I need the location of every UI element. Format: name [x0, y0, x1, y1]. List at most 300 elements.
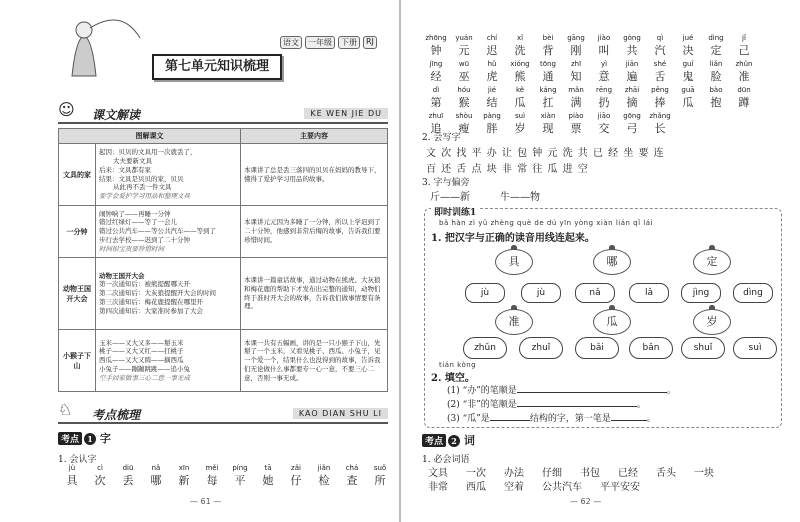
renzi-char: 元 — [458, 44, 470, 57]
diagram-line: 结果：文具是贝贝的家，贝贝 — [99, 174, 184, 183]
renzi-cell — [646, 60, 674, 84]
renzi-char: 洗 — [514, 44, 526, 57]
diagram-line: 第三次通知后：梅花鹿提醒在哪里开 — [99, 297, 203, 306]
renzi-char: 交 — [598, 122, 610, 135]
renzi-char: 扛 — [542, 96, 554, 109]
ciyu-word: 书包 — [580, 468, 600, 479]
renzi-pinyin: guǐ — [682, 60, 694, 68]
renzi-pinyin: tōng — [540, 60, 556, 68]
ciyu-word: 已经 — [618, 468, 638, 479]
renzi-cell — [422, 86, 450, 110]
q1-text: 1. 把汉字与正确的读音用线连起来。 — [431, 233, 595, 244]
answer-blank[interactable] — [517, 406, 637, 407]
renzi-cell — [646, 34, 674, 58]
renzi-cell — [646, 112, 674, 136]
renzi-char: 虎 — [486, 70, 498, 83]
diagram-line: 步行去学校——迟到了二十分钟 — [99, 235, 190, 244]
answer-blank[interactable] — [490, 420, 530, 421]
renzi-char: 熊 — [514, 70, 526, 83]
ciyu-row — [428, 478, 640, 493]
renzi-pinyin: jiān — [625, 60, 639, 68]
renzi-pinyin: zhuī — [428, 112, 444, 120]
renzi-char: 满 — [570, 96, 582, 109]
renzi-row — [58, 464, 394, 488]
renzi-cell — [534, 86, 562, 110]
pinyin-option[interactable]: lǎ — [629, 283, 669, 303]
renzi-char: 蹲 — [738, 96, 750, 109]
renzi-cell — [450, 86, 478, 110]
renzi-pinyin: dūn — [737, 86, 751, 94]
renzi-char: 第 — [430, 96, 442, 109]
renzi-char: 通 — [542, 70, 554, 83]
pinyin-option[interactable]: suì — [733, 337, 777, 359]
point-label: 字 — [99, 432, 111, 445]
unit-title: 第七单元知识梳理 — [152, 54, 282, 80]
answer-blank[interactable] — [517, 392, 667, 393]
ciyu-word: 文具 — [428, 468, 448, 479]
fisherman-illustration — [62, 8, 142, 78]
renzi-char: 舌 — [654, 70, 666, 83]
q2-text: 2. 填空。 — [431, 373, 475, 384]
renzi-cell — [702, 34, 730, 58]
lesson-content: 本课讲一篇童话故事，通过动物在熊虎、大灰狼和梅花鹿的帮助下才发布出完整的通知，动物们终于准时开大会的故事，告诉我们做事情要有条理。 — [241, 258, 388, 330]
lesson-content: 本课讲元元因为多睡了一分钟，所以上学迟到了二十分钟，他感到非常后悔的故事，告诉我们要珍惜时间。 — [241, 206, 388, 258]
ciyu-word: 空着 — [504, 482, 524, 493]
renzi-pinyin: qì — [656, 34, 664, 42]
renzi-char: 刚 — [570, 44, 582, 57]
renzi-char: 查 — [346, 474, 358, 487]
renzi-char: 摘 — [626, 96, 638, 109]
lesson-diagram — [96, 258, 241, 330]
renzi-cell — [618, 60, 646, 84]
renzi-char: 次 — [94, 474, 106, 487]
renzi-cell — [422, 60, 450, 84]
renzi-pinyin: dì — [432, 86, 440, 94]
renzi-pinyin: jué — [682, 34, 694, 42]
renzi-cell — [590, 112, 618, 136]
renzi-pinyin: zhī — [570, 60, 582, 68]
renzi-char: 哪 — [150, 474, 162, 487]
renzi-char: 现 — [542, 122, 554, 135]
pinyin-option[interactable]: shuǐ — [681, 337, 725, 359]
right-page — [400, 0, 800, 522]
lesson-table — [58, 128, 388, 392]
q2-pinyin: tián kòng — [439, 361, 477, 369]
diagram-side-note: 时间很宝贵要珍惜时间 — [99, 244, 164, 253]
renzi-cell — [590, 60, 618, 84]
renzi-cell — [254, 464, 282, 488]
renzi-pinyin: jīng — [429, 60, 443, 68]
apple-char: 准 — [495, 309, 533, 335]
renzi-char: 知 — [570, 70, 582, 83]
renzi-char: 票 — [570, 122, 582, 135]
renzi-pinyin: wū — [458, 60, 470, 68]
lesson-name: 文具的家 — [59, 144, 96, 206]
renzi-cell — [674, 86, 702, 110]
pinyin-option[interactable]: dìng — [733, 283, 773, 303]
renzi-char: 具 — [66, 474, 78, 487]
renzi-heading: 1. 会认字 — [58, 455, 97, 465]
ciyu-word: 西瓜 — [466, 482, 486, 493]
renzi-pinyin: cì — [97, 464, 103, 472]
renzi-char: 汽 — [654, 44, 666, 57]
bushou-heading: 3. 字与偏旁 — [422, 178, 470, 188]
renzi-char: 猴 — [458, 96, 470, 109]
fill-period: 。 — [666, 386, 676, 396]
renzi-char: 丢 — [122, 474, 134, 487]
renzi-char: 叫 — [598, 44, 610, 57]
fill-period: 。 — [636, 400, 646, 410]
renzi-row — [422, 34, 758, 58]
renzi-char: 追 — [430, 122, 442, 135]
section-title: 考点梳理 — [92, 408, 141, 422]
renzi-pinyin: píng — [232, 464, 248, 472]
renzi-cell — [506, 86, 534, 110]
lesson-name: 动物王国开大会 — [59, 258, 96, 330]
renzi-grid — [422, 34, 758, 138]
fill-line — [447, 411, 656, 424]
ciyu-row — [428, 464, 714, 479]
diagram-line: 第一次通知后：被熊提醒哪天开 — [99, 280, 190, 289]
fill-line — [447, 383, 676, 396]
renzi-char: 背 — [542, 44, 554, 57]
renzi-char: 共 — [626, 44, 638, 57]
col-header: 主要内容 — [241, 129, 388, 144]
renzi-pinyin: kě — [515, 86, 525, 94]
renzi-cell — [506, 112, 534, 136]
lesson-content: 本课一共有五幅画，讲的是一只小猴子下山，先掰了一个玉米，又看见桃子、西瓜、小兔子，见一个爱一个，结果什么也没得到的故事，告诉我们无论做什么事都要专一心一意，不要三心二意，否则一事无成。 — [241, 330, 388, 392]
fill-prompt: (2) “非”的笔顺是 — [447, 400, 517, 410]
section-kaodianshuli — [58, 400, 388, 424]
renzi-pinyin: zhōng — [425, 34, 447, 42]
renzi-pinyin: yì — [600, 60, 608, 68]
renzi-pinyin: pěng — [651, 86, 669, 94]
renzi-char: 瓜 — [514, 96, 526, 109]
q1-pinyin: bǎ hàn zì yǔ zhèng què de dú yīn yòng xiàn lián qǐ lái — [439, 219, 653, 227]
lesson-diagram — [96, 206, 241, 258]
renzi-char: 结 — [486, 96, 498, 109]
renzi-pinyin: shòu — [455, 112, 473, 120]
section-pinyin: KE WEN JIE DU — [304, 108, 388, 119]
owl-icon: ♘ — [58, 400, 73, 419]
ciyu-word: 舌头 — [656, 468, 676, 479]
section-keweijiedu — [58, 100, 388, 124]
renzi-cell — [674, 34, 702, 58]
renzi-pinyin: bèi — [542, 34, 554, 42]
ciyu-word: 平平安安 — [600, 482, 640, 493]
apple-char: 瓜 — [593, 309, 631, 335]
renzi-cell — [478, 60, 506, 84]
renzi-char: 钟 — [430, 44, 442, 57]
renzi-char: 抱 — [710, 96, 722, 109]
diagram-side-note: 动物王国开大会 — [99, 271, 145, 280]
renzi-cell — [338, 464, 366, 488]
renzi-char: 弓 — [626, 122, 638, 135]
renzi-pinyin: bào — [709, 86, 723, 94]
pinyin-option[interactable]: bǎi — [575, 337, 619, 359]
renzi-cell — [198, 464, 226, 488]
renzi-pinyin: jié — [487, 86, 497, 94]
renzi-pinyin: zǎi — [291, 464, 301, 472]
apple-char: 定 — [693, 249, 731, 275]
renzi-pinyin: zhǎng — [649, 112, 671, 120]
renzi-char: 鬼 — [682, 70, 694, 83]
renzi-char: 经 — [430, 70, 442, 83]
renzi-pinyin: xiàn — [540, 112, 556, 120]
renzi-char: 己 — [738, 44, 750, 57]
renzi-char: 准 — [738, 70, 750, 83]
renzi-pinyin: chá — [345, 464, 359, 472]
renzi-char: 检 — [318, 474, 330, 487]
tag-grade: 一年级 — [305, 36, 335, 49]
fill-prompt: (1) “办”的笔顺是 — [447, 386, 517, 396]
renzi-pinyin: tā — [264, 464, 272, 472]
renzi-char: 意 — [598, 70, 610, 83]
renzi-cell — [86, 464, 114, 488]
renzi-pinyin: suì — [514, 112, 526, 120]
renzi-char: 捧 — [654, 96, 666, 109]
renzi-pinyin: rēng — [595, 86, 613, 94]
lesson-content: 本课讲了总是丢三落四的贝贝在妈妈的教导下，懂得了爱护学习用品的故事。 — [241, 144, 388, 206]
renzi-pinyin: pàng — [483, 112, 501, 120]
renzi-cell — [562, 112, 590, 136]
renzi-char: 岁 — [514, 122, 526, 135]
renzi-pinyin: měi — [205, 464, 219, 472]
xiezi-row: 百 还 舌 点 块 非 常 往 瓜 进 空 — [426, 164, 589, 175]
renzi-cell — [590, 86, 618, 110]
renzi-pinyin: káng — [539, 86, 557, 94]
diagram-line: 西瓜——又大又圆——摘西瓜 — [99, 356, 184, 365]
renzi-cell — [674, 60, 702, 84]
section-title: 课文解读 — [92, 108, 141, 122]
renzi-char: 长 — [654, 122, 666, 135]
col-header: 图解课文 — [59, 129, 241, 144]
point-tag: 考点 — [422, 434, 446, 447]
ciyu-word: 办法 — [504, 468, 524, 479]
renzi-pinyin: gōng — [623, 112, 641, 120]
table-row — [59, 258, 388, 330]
pinyin-option[interactable]: nǎ — [575, 283, 615, 303]
renzi-char: 每 — [206, 474, 218, 487]
renzi-pinyin: zhǔn — [735, 60, 753, 68]
table-row — [59, 206, 388, 258]
renzi-pinyin: hǔ — [487, 60, 497, 68]
renzi-cell — [562, 60, 590, 84]
renzi-cell — [170, 464, 198, 488]
renzi-char: 遍 — [626, 70, 638, 83]
renzi-char: 仔 — [290, 474, 302, 487]
pinyin-option[interactable]: bǎn — [629, 337, 673, 359]
renzi-pinyin: jiǎn — [317, 464, 331, 472]
renzi-pinyin: guā — [681, 86, 695, 94]
renzi-cell — [618, 34, 646, 58]
answer-blank[interactable] — [611, 420, 647, 421]
fill-line — [447, 397, 646, 410]
renzi-cell — [730, 60, 758, 84]
renzi-char: 胖 — [486, 122, 498, 135]
apple-char: 岁 — [693, 309, 731, 335]
pinyin-option[interactable]: jù — [465, 283, 505, 303]
renzi-cell — [114, 464, 142, 488]
pinyin-option[interactable]: jù — [521, 283, 561, 303]
diagram-line: 小兔子——蹦蹦跳跳——追小兔 — [99, 364, 190, 373]
renzi-cell — [226, 464, 254, 488]
renzi-row — [422, 86, 758, 110]
ciyu-word: 公共汽车 — [542, 482, 582, 493]
kids-icon: ☺ — [58, 100, 75, 119]
table-row — [59, 144, 388, 206]
renzi-cell — [618, 112, 646, 136]
renzi-cell — [562, 86, 590, 110]
renzi-cell — [478, 112, 506, 136]
xiezi-row: 文 次 找 平 办 让 包 钟 元 洗 共 已 经 坐 要 连 — [426, 148, 665, 159]
diagram-line: 错过红绿灯——等了一会儿 — [99, 218, 177, 227]
fill-period: 。 — [646, 414, 656, 424]
renzi-pinyin: liǎn — [709, 60, 723, 68]
point-label: 词 — [463, 434, 475, 447]
point2-header — [422, 432, 475, 448]
renzi-pinyin: jiāo — [597, 112, 611, 120]
renzi-char: 扔 — [598, 96, 610, 109]
diagram-line: 错过公共汽车——等公共汽车——等到了 — [99, 227, 216, 236]
drill-title: 即时训练1 — [431, 205, 479, 218]
renzi-cell — [310, 464, 338, 488]
drill-box — [424, 208, 782, 428]
apple-char: 具 — [495, 249, 533, 275]
renzi-cell — [730, 34, 758, 58]
ciyu-word: 非常 — [428, 482, 448, 493]
renzi-cell — [422, 34, 450, 58]
point-tag: 考点 — [58, 432, 82, 445]
renzi-cell — [534, 34, 562, 58]
tag-subject: 语文 — [280, 36, 302, 49]
renzi-row — [422, 60, 758, 84]
renzi-char: 迟 — [486, 44, 498, 57]
renzi-pinyin: xīn — [178, 464, 190, 472]
renzi-char: 所 — [374, 474, 386, 487]
lesson-name: 一分钟 — [59, 206, 96, 258]
renzi-cell — [646, 86, 674, 110]
tag-volume: 下册 — [338, 36, 360, 49]
renzi-cell — [478, 86, 506, 110]
apple-char: 哪 — [593, 249, 631, 275]
diagram-line: 后来：文具都有家 — [99, 165, 151, 174]
bushou-item: 牛——物 — [500, 192, 540, 203]
renzi-cell — [534, 60, 562, 84]
renzi-cell — [506, 34, 534, 58]
section-pinyin: KAO DIAN SHU LI — [293, 408, 388, 419]
renzi-char: 决 — [682, 44, 694, 57]
diagram-line: 闹钟响了——再睡一分钟 — [99, 209, 171, 218]
point1-header — [58, 430, 111, 446]
renzi-pinyin: chí — [486, 34, 498, 42]
renzi-pinyin: mǎn — [568, 86, 584, 94]
renzi-cell — [366, 464, 394, 488]
renzi-pinyin: jiào — [597, 34, 611, 42]
renzi-cell — [450, 60, 478, 84]
ciyu-word: 一块 — [694, 468, 714, 479]
renzi-char: 瓜 — [682, 96, 694, 109]
renzi-pinyin: jù — [68, 464, 76, 472]
renzi-cell — [282, 464, 310, 488]
lesson-diagram — [96, 144, 241, 206]
page-number: — 62 — — [570, 497, 602, 506]
diagram-line: 第四次通知后：大家准时参加了大会 — [99, 306, 203, 315]
renzi-pinyin: xióng — [510, 60, 530, 68]
diagram-line: 第二次通知后：大灰狼提醒开大会的时间 — [99, 289, 216, 298]
renzi-cell — [702, 60, 730, 84]
renzi-char: 巫 — [458, 70, 470, 83]
fill-prompt: (3) “瓜”是 — [447, 414, 490, 424]
lesson-diagram — [96, 330, 241, 392]
diagram-side-note: 要学会爱护学习用品和整理文具 — [99, 192, 190, 201]
pinyin-option[interactable]: zhǔn — [463, 337, 507, 359]
renzi-cell — [142, 464, 170, 488]
renzi-cell — [702, 86, 730, 110]
xiezi-heading: 2. 会写字 — [422, 133, 461, 143]
pinyin-option[interactable]: jìng — [681, 283, 721, 303]
renzi-pinyin: shé — [653, 60, 667, 68]
renzi-cell — [506, 60, 534, 84]
renzi-pinyin: gòng — [623, 34, 641, 42]
renzi-cell — [58, 464, 86, 488]
renzi-cell — [730, 86, 758, 110]
lesson-name: 小猴子下山 — [59, 330, 96, 392]
renzi-char: 定 — [710, 44, 722, 57]
renzi-cell — [534, 112, 562, 136]
renzi-char: 脸 — [710, 70, 722, 83]
table-row — [59, 330, 388, 392]
renzi-cell — [590, 34, 618, 58]
diagram-line: 玉米——又大又多——掰玉米 — [99, 338, 184, 347]
renzi-cell — [478, 34, 506, 58]
renzi-pinyin: xǐ — [516, 34, 524, 42]
renzi-pinyin: jǐ — [742, 34, 746, 42]
renzi-char: 新 — [178, 474, 190, 487]
diagram-line: 从此再不丢一件文具 — [113, 183, 172, 192]
renzi-cell — [562, 34, 590, 58]
renzi-pinyin: hóu — [457, 86, 471, 94]
renzi-pinyin: gāng — [567, 34, 585, 42]
diagram-side-note: 空手回家做事三心二意一事无成 — [99, 373, 190, 382]
renzi-pinyin: dìng — [708, 34, 724, 42]
renzi-row — [422, 112, 758, 136]
diagram-line: 起因：贝贝的文具用一次就丢了， — [99, 148, 197, 157]
ciyu-heading: 1. 必会词语 — [422, 455, 470, 465]
point-number: 2 — [448, 435, 460, 447]
renzi-char: 瘦 — [458, 122, 470, 135]
renzi-pinyin: nǎ — [151, 464, 161, 472]
diagram-line: 大夫要新文具 — [113, 156, 152, 165]
renzi-pinyin: diū — [122, 464, 134, 472]
renzi-pinyin: suǒ — [373, 464, 387, 472]
renzi-pinyin: yuán — [455, 34, 473, 42]
pinyin-option[interactable]: zhuǐ — [519, 337, 563, 359]
page-number: — 61 — — [190, 497, 222, 506]
fill-prompt: 结构的字，第一笔是 — [529, 414, 611, 424]
tag-edition: RJ — [363, 36, 377, 49]
renzi-cell — [618, 86, 646, 110]
renzi-pinyin: piào — [568, 112, 584, 120]
ciyu-word: 仔细 — [542, 468, 562, 479]
renzi-char: 她 — [262, 474, 274, 487]
bushou-item: 斤——新 — [430, 192, 470, 203]
renzi-char: 平 — [234, 474, 246, 487]
point-number: 1 — [84, 433, 96, 445]
diagram-line: 桃子——又大又红——扛桃子 — [99, 347, 184, 356]
renzi-cell — [450, 34, 478, 58]
ciyu-word: 一次 — [466, 468, 486, 479]
